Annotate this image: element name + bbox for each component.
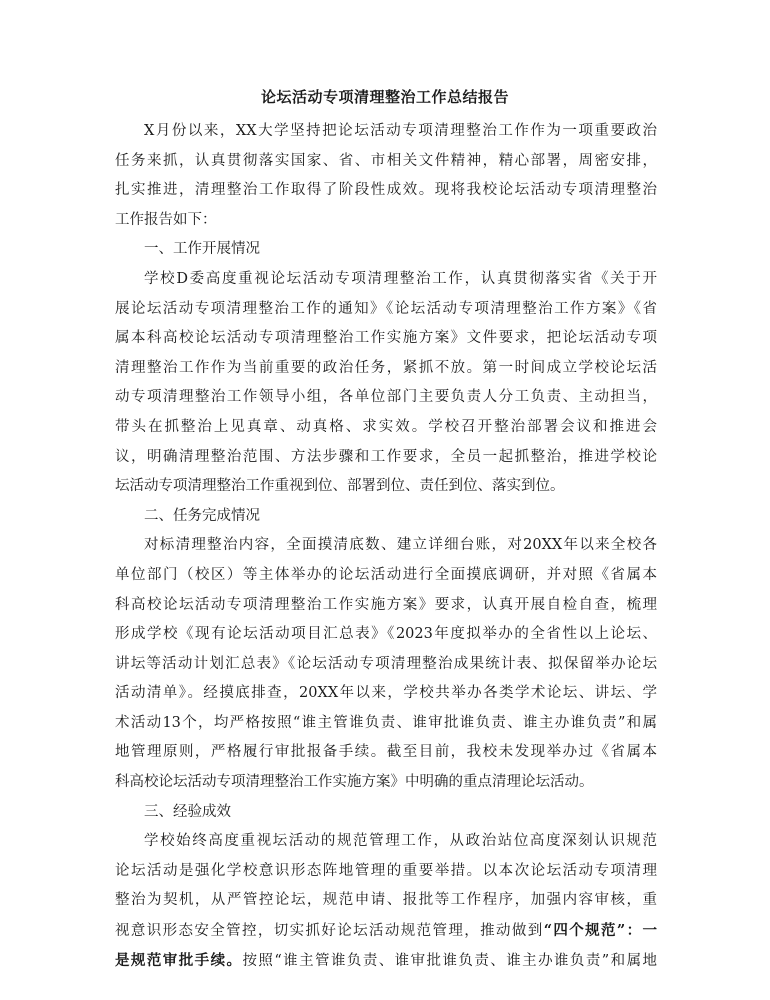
bold-emphasis: “四个规范”：一 bbox=[543, 922, 657, 940]
section-heading: 二、任务完成情况 bbox=[144, 507, 260, 524]
paragraph-line: 带头在抓整治上见真章、动真格、求实效。学校召开整治部署会议和推进会 bbox=[115, 418, 657, 435]
paragraph-line: 任务来抓，认真贯彻落实国家、省、市相关文件精神，精心部署，周密安排， bbox=[115, 152, 657, 169]
paragraph-line: 学校D委高度重视论坛活动专项清理整治工作，认真贯彻落实省《关于开 bbox=[144, 270, 657, 287]
bold-emphasis: 是规范审批手续。 bbox=[115, 951, 243, 969]
paragraph-line: 论坛活动是强化学校意识形态阵地管理的重要举措。以本次论坛活动专项清理 bbox=[115, 862, 657, 879]
paragraph-line: 形成学校《现有论坛活动项目汇总表》《2023年度拟举办的全省性以上论坛、 bbox=[115, 626, 657, 643]
paragraph-line: 活动清单》。经摸底排查，20XX年以来，学校共举办各类学术论坛、讲坛、学 bbox=[115, 685, 657, 702]
section-heading: 一、工作开展情况 bbox=[144, 241, 260, 258]
paragraph-line: 展论坛活动专项清理整治工作的通知》《论坛活动专项清理整治工作方案》《省 bbox=[115, 300, 657, 317]
paragraph-line: 扎实推进，清理整治工作取得了阶段性成效。现将我校论坛活动专项清理整治 bbox=[115, 182, 657, 199]
paragraph-line: 术活动13个，均严格按照“谁主管谁负责、谁审批谁负责、谁主办谁负责”和属 bbox=[115, 714, 657, 731]
paragraph-line: 坛活动专项清理整治工作重视到位、部署到位、责任到位、落实到位。 bbox=[115, 478, 565, 495]
paragraph-line: X月份以来，XX大学坚持把论坛活动专项清理整治工作作为一项重要政治 bbox=[144, 123, 657, 139]
paragraph-line: 议，明确清理整治范围、方法步骤和工作要求，全员一起抓整治，推进学校论 bbox=[115, 448, 657, 465]
paragraph-line bbox=[115, 946, 657, 976]
paragraph-line: 属本科高校论坛活动专项清理整治工作实施方案》文件要求，把论坛活动专项 bbox=[115, 330, 657, 347]
paragraph-line: 科高校论坛活动专项清理整治工作实施方案》中明确的重点清理论坛活动。 bbox=[115, 774, 594, 791]
paragraph-line: 对标清理整治内容，全面摸清底数、建立详细台账，对20XX年以来全校各 bbox=[144, 537, 657, 554]
paragraph-line: 动专项清理整治工作领导小组，各单位部门主要负责人分工负责、主动担当， bbox=[115, 389, 657, 406]
document-body bbox=[115, 117, 657, 975]
section-heading: 三、经验成效 bbox=[144, 803, 231, 820]
paragraph-line: 清理整治工作作为当前重要的政治任务，紧抓不放。第一时间成立学校论坛活 bbox=[115, 359, 657, 376]
paragraph-line: 地管理原则，严格履行审批报备手续。截至目前，我校未发现举办过《省属本 bbox=[115, 744, 657, 761]
paragraph-text: 按照“谁主管谁负责、谁审批谁负责、谁主办谁负责”和属地 bbox=[242, 952, 657, 969]
paragraph-line bbox=[115, 916, 657, 946]
paragraph-line: 整治为契机，从严管控论坛，规范申请、报批等工作程序，加强内容审核，重 bbox=[115, 892, 657, 909]
paragraph-line: 讲坛等活动计划汇总表》《论坛活动专项清理整治成果统计表、拟保留举办论坛 bbox=[115, 655, 657, 672]
document-title: 论坛活动专项清理整治工作总结报告 bbox=[260, 88, 509, 106]
paragraph-line: 单位部门（校区）等主体举办的论坛活动进行全面摸底调研，并对照《省属本 bbox=[115, 566, 657, 583]
paragraph-line: 学校始终高度重视坛活动的规范管理工作，从政治站位高度深刻认识规范 bbox=[144, 833, 657, 850]
paragraph-line: 科高校论坛活动专项清理整治工作实施方案》要求，认真开展自检自查，梳理 bbox=[115, 596, 657, 613]
paragraph-line: 工作报告如下： bbox=[115, 211, 217, 228]
paragraph-text: 视意识形态安全管控，切实抓好论坛活动规范管理，推动做到 bbox=[115, 923, 544, 940]
